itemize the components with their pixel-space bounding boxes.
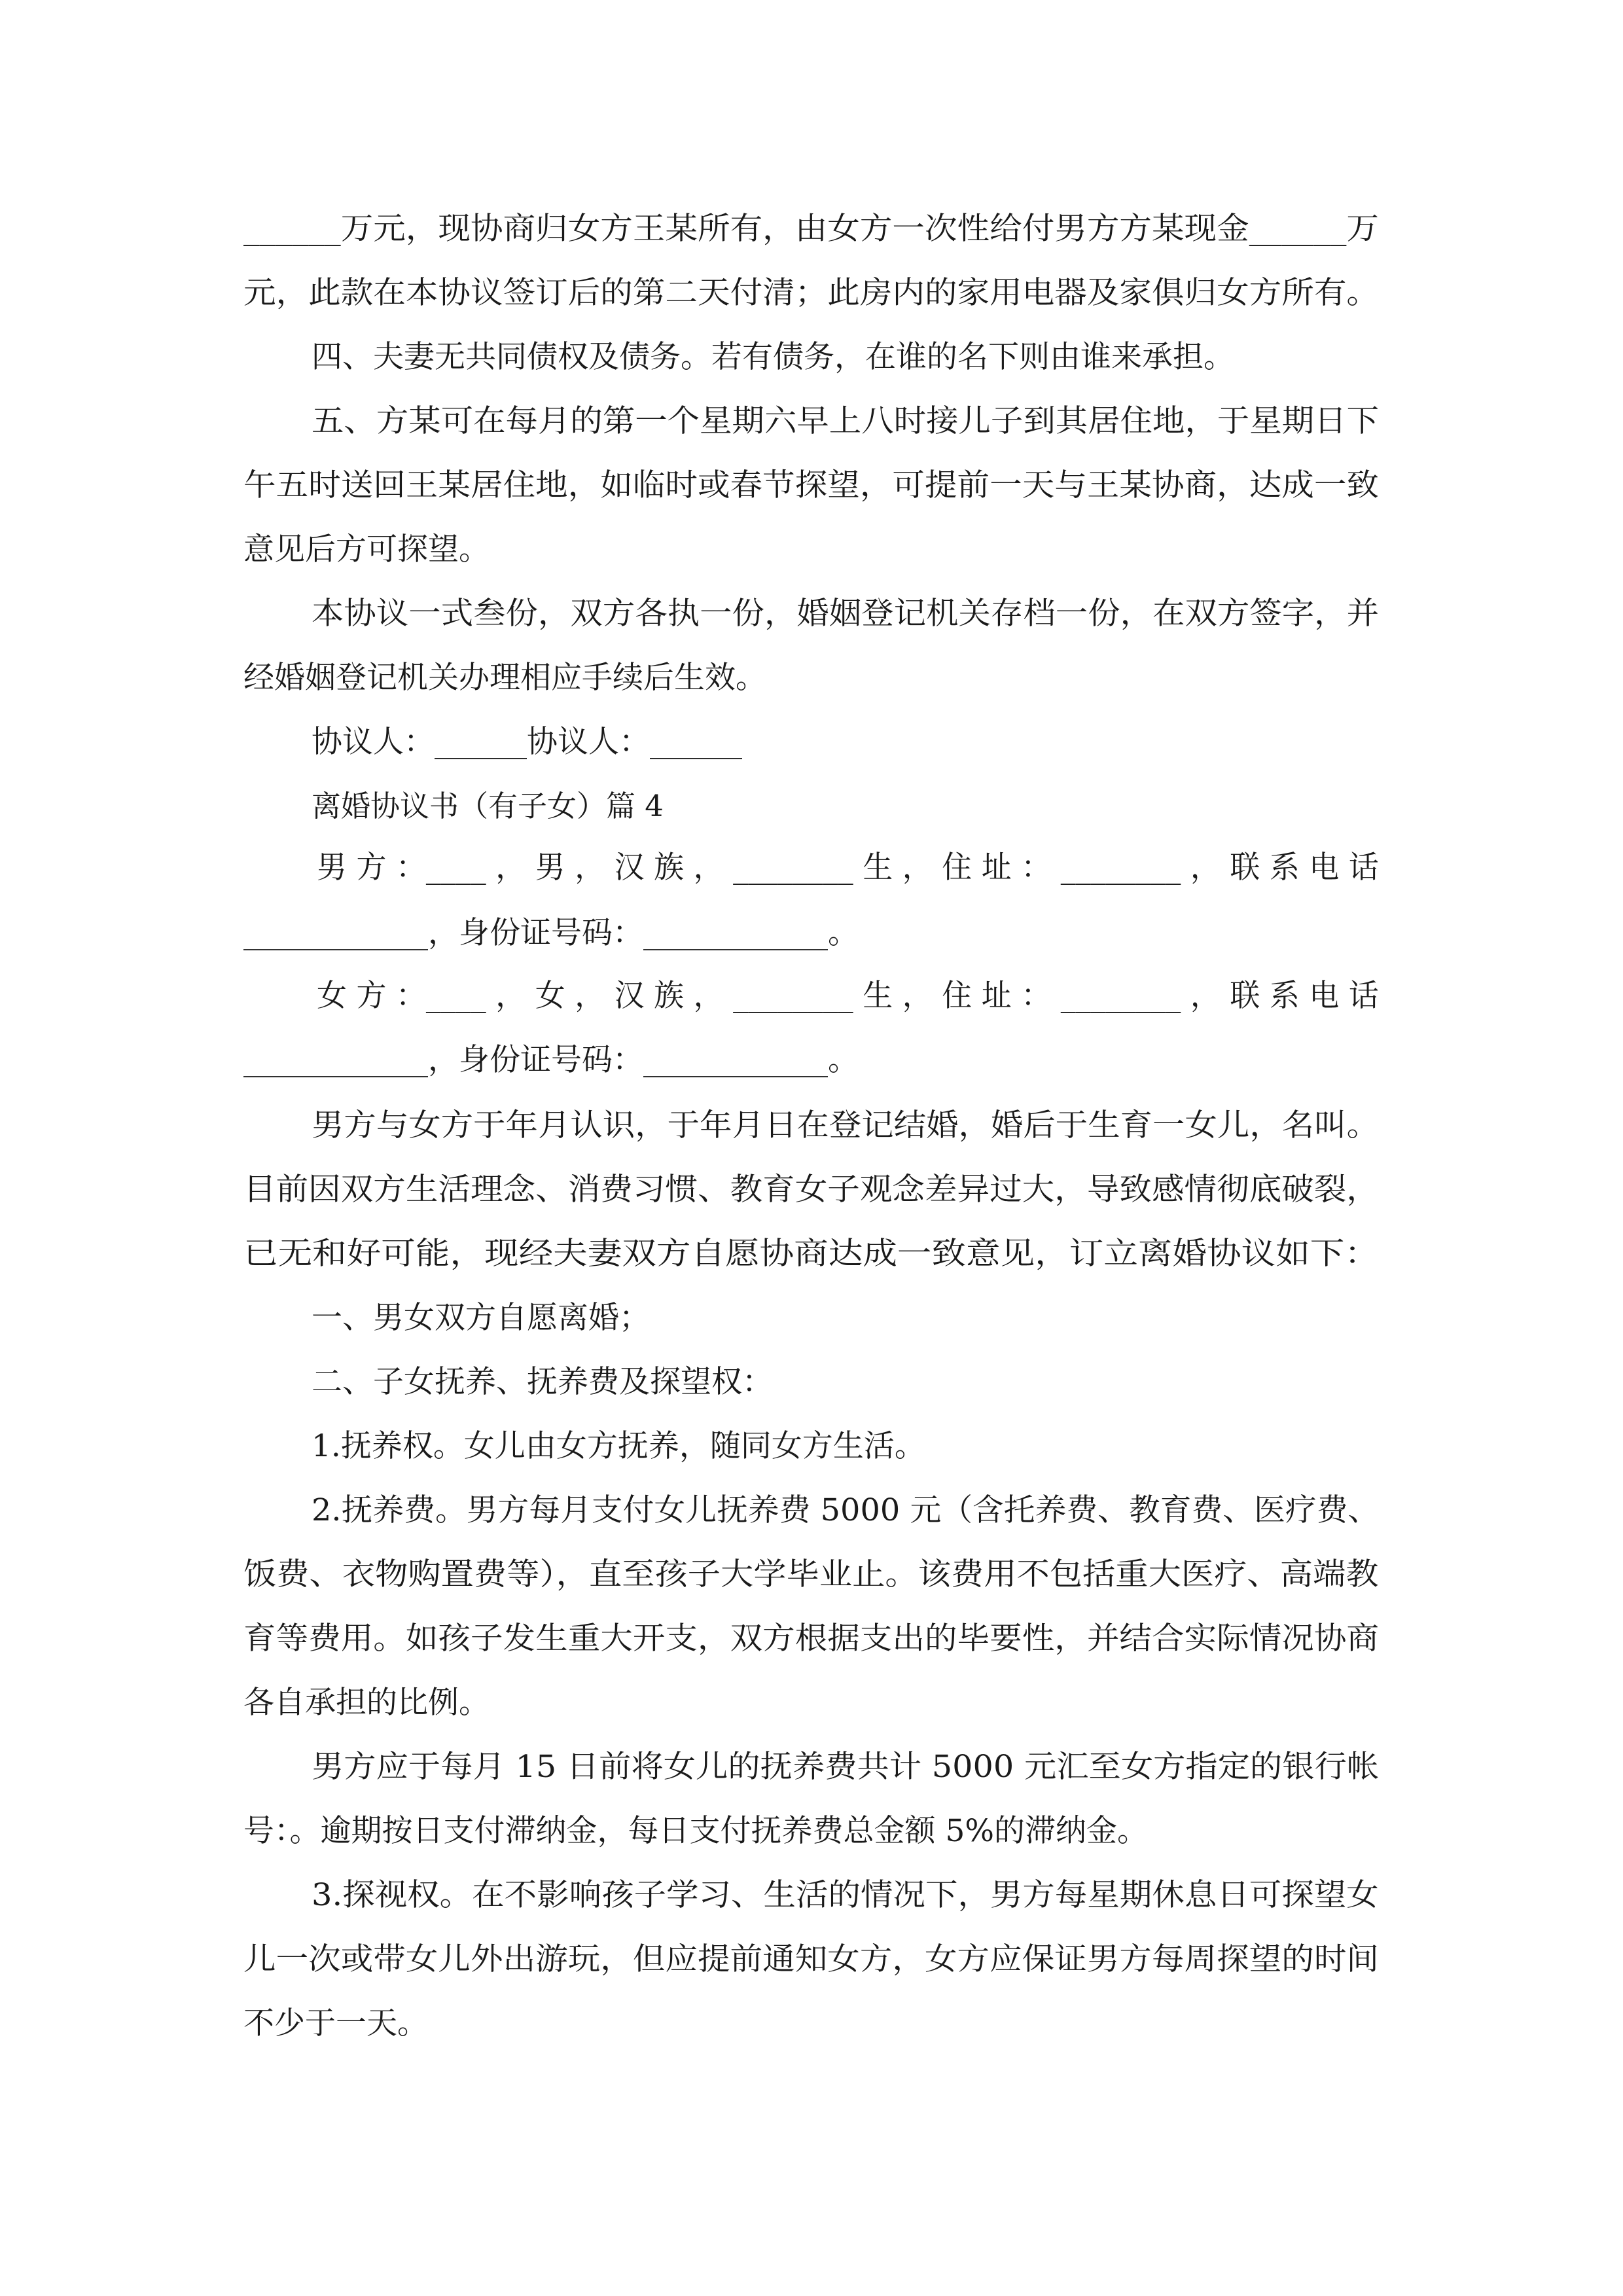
- text-line: 午五时送回王某居住地，如临时或春节探望，可提前一天与王某协商，达成一致: [243, 467, 1379, 503]
- text-line: 各自承担的比例。: [243, 1685, 490, 1721]
- text-line: 五、方某可在每月的第一个星期六早上八时接儿子到其居住地，于星期日下: [312, 403, 1380, 439]
- text-line: 四、夫妻无共同债权及债务。若有债务，在谁的名下则由谁来承担。: [312, 339, 1234, 375]
- text-line: 目前因双方生活理念、消费习惯、教育女子观念差异过大，导致感情彻底破裂，: [243, 1172, 1379, 1208]
- text-line: 3.探视权。在不影响孩子学习、生活的情况下，男方每星期休息日可探望女: [312, 1877, 1379, 1913]
- text-line: 元，此款在本协议签订后的第二天付清；此房内的家用电器及家俱归女方所有。: [243, 275, 1379, 311]
- text-line: 男方与女方于年月认识，于年月日在登记结婚，婚后于生育一女儿，名叫。: [312, 1107, 1380, 1143]
- text-line: ____________，身份证号码：____________。: [243, 1042, 859, 1078]
- text-line: 一、男女双方自愿离婚；: [312, 1300, 650, 1336]
- text-line: 本协议一式叁份，双方各执一份，婚姻登记机关存档一份，在双方签字，并: [312, 596, 1380, 632]
- signature-line: 协议人：______协议人：______: [312, 724, 742, 760]
- text-line: 男 方 ：____ ， 男 ， 汉 族 ， ________ 生 ， 住 址 ： ________ ， 联 系 电 话: [317, 850, 1379, 886]
- text-line: 1.抚养权。女儿由女方抚养，随同女方生活。: [312, 1428, 925, 1464]
- text-line: 2.抚养费。男方每月支付女儿抚养费 5000 元（含托养费、教育费、医疗费、: [312, 1492, 1380, 1528]
- text-line: 二、子女抚养、抚养费及探望权：: [312, 1364, 773, 1400]
- text-line: 儿一次或带女儿外出游玩，但应提前通知女方，女方应保证男方每周探望的时间: [243, 1941, 1379, 1977]
- text-line: 已无和好可能，现经夫妻双方自愿协商达成一致意见，订立离婚协议如下：: [243, 1236, 1379, 1272]
- text-line: 男方应于每月 15 日前将女儿的抚养费共计 5000 元汇至女方指定的银行帐: [312, 1749, 1380, 1785]
- text-line: ______万元，现协商归女方王某所有，由女方一次性给付男方方某现金______万: [243, 211, 1379, 247]
- section-title: 离婚协议书（有子女）篇 4: [312, 789, 664, 823]
- text-line: 饭费、衣物购置费等），直至孩子大学毕业止。该费用不包括重大医疗、高端教: [243, 1556, 1379, 1592]
- text-line: 育等费用。如孩子发生重大开支，双方根据支出的毕要性，并结合实际情况协商: [243, 1621, 1379, 1657]
- text-line: 不少于一天。: [243, 2005, 428, 2041]
- text-line: 号：。逾期按日支付滞纳金，每日支付抚养费总金额 5%的滞纳金。: [243, 1813, 1149, 1849]
- text-line: 女 方 ：____ ， 女 ， 汉 族 ， ________ 生 ， 住 址 ： ________ ， 联 系 电 话: [317, 978, 1379, 1014]
- text-line: 意见后方可探望。: [243, 531, 490, 567]
- text-line: 经婚姻登记机关办理相应手续后生效。: [243, 660, 766, 696]
- text-line: ____________，身份证号码：____________。: [243, 915, 859, 951]
